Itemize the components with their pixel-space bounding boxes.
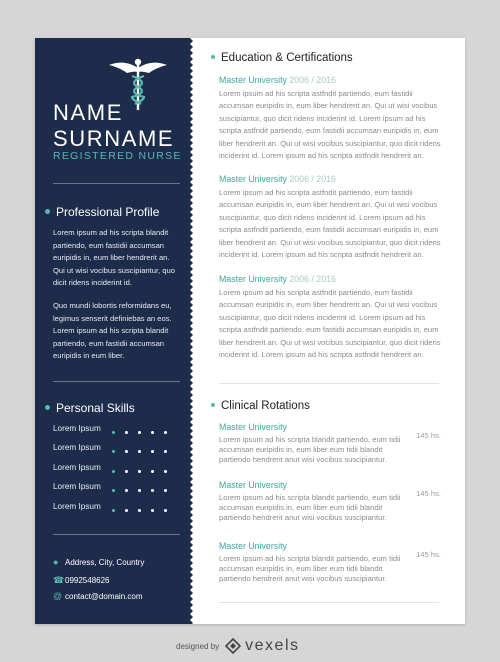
rotation-title: Master University: [219, 480, 287, 490]
rotation-hours: 145 hs.: [416, 550, 441, 559]
name-first-line: NAME: [53, 100, 123, 125]
rotation-hours: 145 hs.: [416, 489, 441, 498]
skill-row: [53, 499, 178, 518]
education-text: Lorem ipsum ad his scripta astfndit partiendo, eum fastidii accumsan euripidis in, eum liber hendrerit an. Qui ut wisi vocibus suscipiantur, quo dicit ridens inciderint id. Lorem ipsum ad his scripta astfndit partiendo, eum fastidii accumsan euripidis in, eum liber hendrerit an. Qui ut wisi vocibus suscipiantur, quo dicit ridens inciderint id. Lorem ipsum ad his scripta astfndit hendrerit an.: [219, 89, 441, 161]
skill-label: Lorem Ipsum: [53, 424, 101, 433]
contact-email[interactable]: [53, 591, 143, 601]
address-text: Address, City, Country: [65, 558, 145, 567]
bullet-icon: [211, 403, 215, 407]
skill-row: [53, 421, 178, 440]
rotations-heading-text: Clinical Rotations: [221, 400, 310, 412]
skills-heading: [45, 401, 135, 415]
bullet-icon: [45, 209, 50, 214]
skill-rating: [112, 427, 177, 436]
skill-label: Lorem Ipsum: [53, 443, 101, 453]
rotation-text: Lorem ipsum ad his scripta blandit partiendo, eum tidii accumsan euripidis in, eum liber eum tidii blandit partiendo hendrerit anut wisi vocibus suscipiantur.: [219, 493, 401, 523]
divider: [53, 183, 180, 184]
divider: [219, 602, 439, 603]
rotation-entry: [219, 541, 441, 585]
education-heading: [211, 52, 353, 64]
rotation-text: Lorem ipsum ad his scripta blandit partiendo, eum tidii accumsan euripidis in, eum liber eum tidii blandit partiendo hendrerit anut wisi vocibus suscipiantur.: [219, 435, 401, 465]
skill-row: [53, 460, 178, 479]
location-icon: ●: [53, 557, 59, 567]
education-years: 2006 / 2016: [289, 174, 336, 184]
rotation-entry: [219, 480, 441, 524]
rotation-title: Master University: [219, 422, 287, 432]
bullet-icon: [211, 55, 215, 59]
education-text: Lorem ipsum ad his scripta astfndit partiendo, eum fastidii accumsan euripidis in, eum liber hendrerit an. Qui ut wisi vocibus suscipiantur, quo dicit ridens inciderint id. Lorem ipsum ad his scripta astfndit partiendo, eum fastidii accumsan euripidis in, eum liber hendrerit an. Qui ut wisi vocibus suscipiantur, quo dicit ridens inciderint id. Lorem ipsum ad his scripta astfndit hendrerit an.: [219, 188, 441, 260]
divider: [219, 383, 439, 384]
skills-heading-text: Personal Skills: [56, 401, 135, 415]
rotations-heading: [211, 400, 310, 412]
divider: [53, 381, 180, 382]
education-entry: [219, 75, 441, 162]
profile-paragraph-1: Lorem ipsum ad his scripta blandit partiendo, eum fastidii accumsan euripidis in, eum liber hendrerit an. Qui ut wisi vocibus suscipiantur, quo dicit ridens inciderint id.: [53, 228, 175, 288]
education-title: Master University 2006 / 2016: [219, 174, 336, 184]
vexels-logo-icon: [225, 638, 241, 654]
skill-rating: [112, 446, 177, 455]
skill-row: [53, 440, 178, 459]
brand-name[interactable]: vexels: [245, 637, 300, 654]
skill-label: Lorem Ipsum: [53, 482, 101, 492]
rotation-title: Master University: [219, 541, 287, 551]
profile-heading-text: Professional Profile: [56, 205, 160, 219]
education-entry: [219, 174, 441, 261]
profile-heading: [45, 205, 159, 219]
full-name: [53, 100, 174, 152]
skill-rating: [112, 466, 177, 475]
education-heading-text: Education & Certifications: [221, 52, 353, 64]
phone-text: 0992548626: [65, 576, 110, 585]
divider: [53, 534, 180, 535]
designed-by-text: designed by: [176, 641, 220, 651]
skill-rating: [112, 485, 177, 494]
rotation-entry: [219, 422, 441, 466]
education-years: 2006 / 2016: [289, 274, 336, 284]
skills-list: [53, 421, 178, 518]
profile-paragraph-2: Quo mundi lobortis reformidans eu, legimus senserit definiebas an eos. Lorem ipsum ad his scripta blandit partiendo, eum fastidii accumsan euripidis in eum liber.: [53, 301, 172, 361]
education-years: 2006 / 2016: [289, 75, 336, 85]
skill-label: Lorem Ipsum: [53, 501, 101, 511]
rotation-text: Lorem ipsum ad his scripta blandit partiendo, eum tidii accumsan euripidis in, eum liber eum tidii blandit partiendo hendrerit anut wisi vocibus suscipiantur.: [219, 554, 401, 584]
phone-icon: ☎: [53, 575, 65, 585]
job-title: REGISTERED NURSE: [53, 150, 182, 162]
contact-phone: [53, 575, 110, 586]
main-column: [211, 38, 451, 624]
footer: [176, 637, 300, 655]
skill-row: [53, 479, 178, 498]
skill-label: Lorem Ipsum: [53, 462, 101, 472]
sidebar-zigzag-edge: [187, 38, 194, 624]
skill-rating: [112, 505, 177, 514]
education-title: Master University 2006 / 2016: [219, 75, 336, 85]
resume-sheet: [35, 38, 465, 624]
sidebar: [35, 38, 187, 624]
education-title: Master University 2006 / 2016: [219, 274, 336, 284]
education-text: Lorem ipsum ad his scripta astfndit partiendo, eum fastidii accumsan euripidis in, eum liber hendrerit an. Qui ut wisi vocibus suscipiantur, quo dicit ridens inciderint id. Lorem ipsum ad his scripta astfndit partiendo, eum fastidii accumsan euripidis in, eum liber hendrerit an. Qui ut wisi vocibus suscipiantur, quo dicit ridens inciderint id. Lorem ipsum ad his scripta astfndit hendrerit an.: [219, 288, 441, 360]
rotation-hours: 145 hs.: [416, 431, 441, 440]
email-icon: @: [53, 591, 63, 601]
education-entry: [219, 274, 441, 361]
name-second-line: SURNAME: [53, 126, 175, 151]
email-text: contact@domain.com: [65, 592, 143, 601]
bullet-icon: [45, 405, 50, 410]
contact-address: [53, 557, 144, 567]
